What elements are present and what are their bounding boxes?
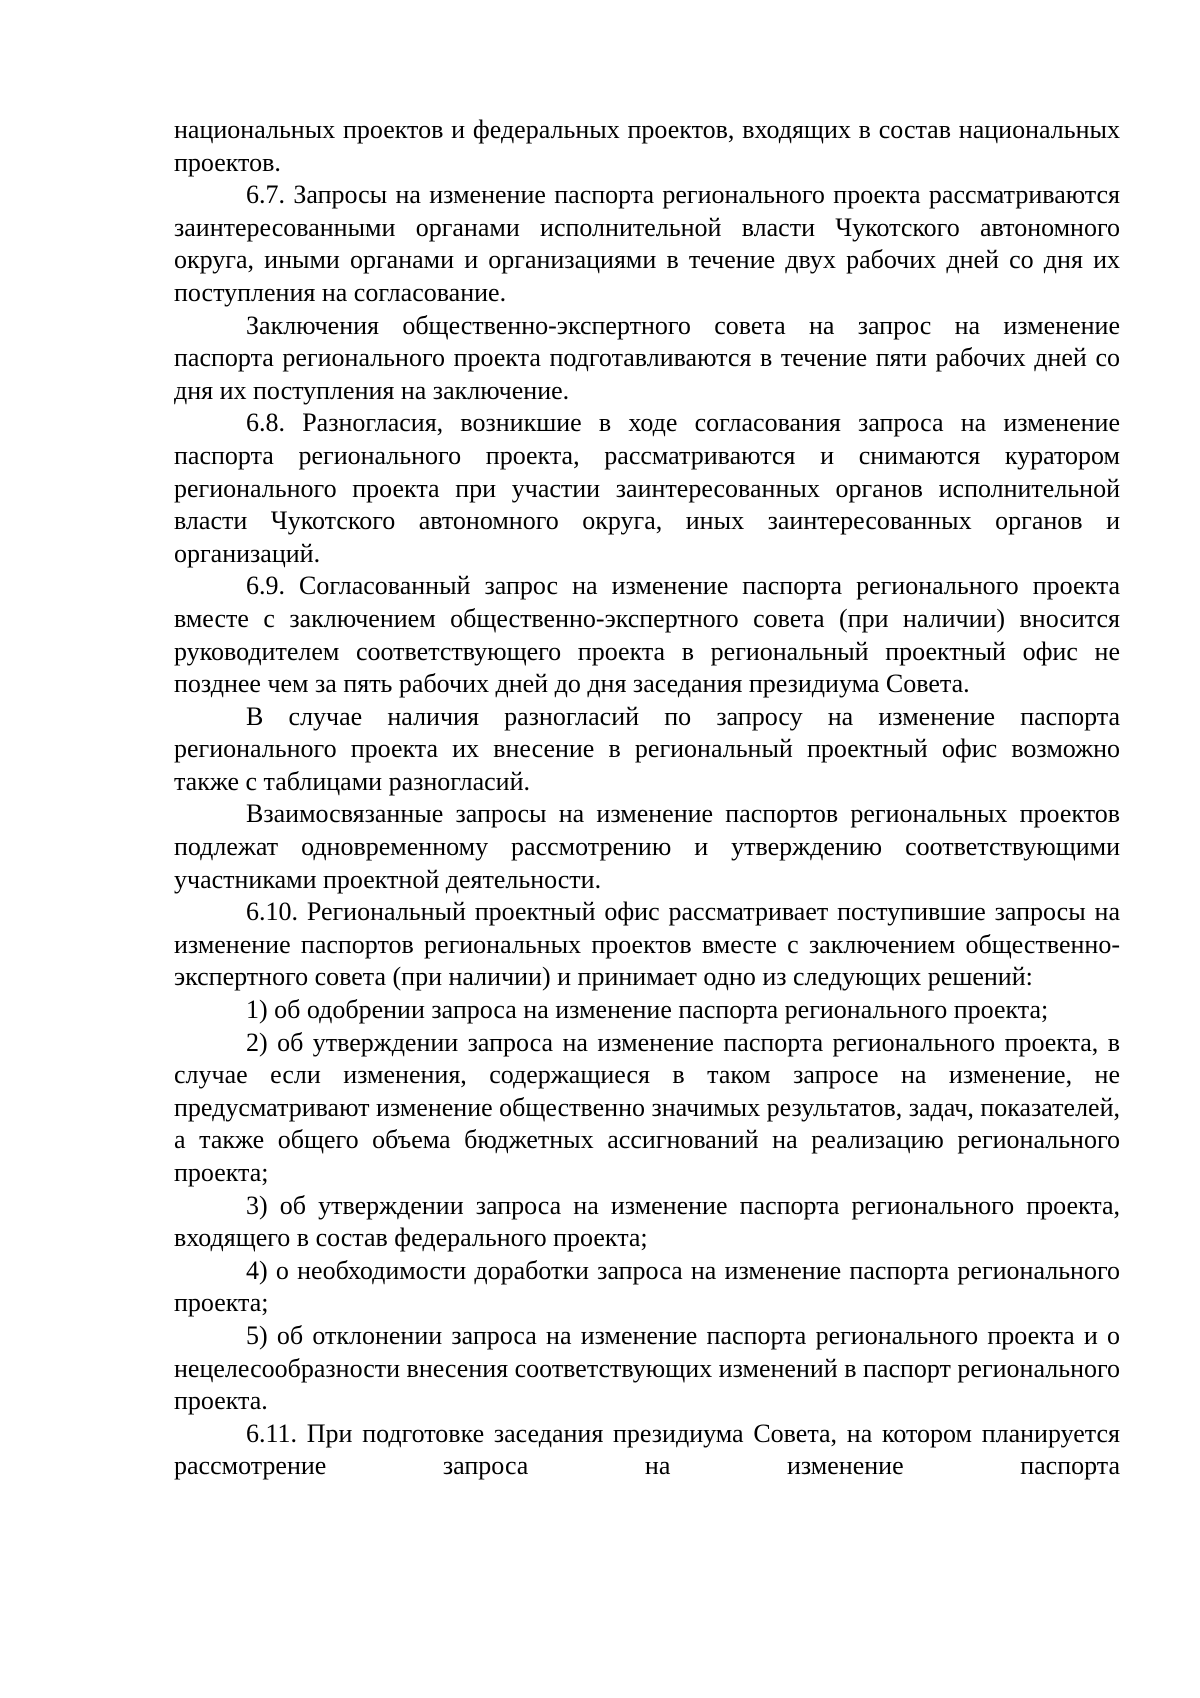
paragraph-conclusions: Заключения общественно-экспертного совета на запрос на изменение паспорта регионального проекта подготавливаются в течение пяти рабочих дней со дня их поступления на заключение. [174, 310, 1120, 405]
list-item-5: 5) об отклонении запроса на изменение паспорта регионального проекта и о нецелесообразности внесения соответствующих изменений в паспорт регионального проекта. [174, 1320, 1120, 1416]
paragraph-related-requests: Взаимосвязанные запросы на изменение паспортов региональных проектов подлежат одновременному рассмотрению и утверждению соответствующими участниками проектной деятельности. [174, 799, 1120, 894]
paragraph-continuation: национальных проектов и федеральных проектов, входящих в состав национальных проектов. [174, 115, 1120, 177]
paragraph-6-11: 6.11. При подготовке заседания президиума Совета, на котором планируется рассмотрение запроса на изменение паспорта [174, 1418, 1120, 1481]
document-body [174, 114, 1120, 1483]
paragraph-6-7: 6.7. Запросы на изменение паспорта регионального проекта рассматриваются заинтересованными органами исполнительной власти Чукотского автономного округа, иными органами и организациями в течение двух рабочих дней со дня их поступления на согласование. [174, 180, 1120, 307]
list-item-1: 1) об одобрении запроса на изменение паспорта регионального проекта; [246, 995, 1049, 1025]
paragraph-6-9: 6.9. Согласованный запрос на изменение паспорта регионального проекта вместе с заключением общественно-экспертного совета (при наличии) вносится руководителем соответствующего проекта в региональный проектный офис не позднее чем за пять рабочих дней до дня заседания президиума Совета. [174, 571, 1120, 699]
list-item-2: 2) об утверждении запроса на изменение паспорта регионального проекта, в случае если изменения, содержащиеся в таком запросе на изменение, не предусматривают изменение общественно значимых результатов, задач, показателей, а также общего объема бюджетных ассигнований на реализацию регионального проекта; [174, 1027, 1120, 1187]
list-item-4: 4) о необходимости доработки запроса на изменение паспорта регионального проекта; [174, 1255, 1120, 1318]
paragraph-disagreements: В случае наличия разногласий по запросу на изменение паспорта регионального проекта их внесение в региональный проектный офис возможно также с таблицами разногласий. [174, 701, 1120, 796]
list-item-3: 3) об утверждении запроса на изменение паспорта регионального проекта, входящего в состав федерального проекта; [174, 1190, 1120, 1253]
paragraph-6-8: 6.8. Разногласия, возникшие в ходе согласования запроса на изменение паспорта регионального проекта, рассматриваются и снимаются куратором регионального проекта при участии заинтересованных органов исполнительной власти Чукотского автономного округа, иных заинтересованных органов и организаций. [174, 408, 1120, 568]
paragraph-6-10: 6.10. Региональный проектный офис рассматривает поступившие запросы на изменение паспортов региональных проектов вместе с заключением общественно-экспертного совета (при наличии) и принимает одно из следующих решений: [174, 897, 1120, 992]
